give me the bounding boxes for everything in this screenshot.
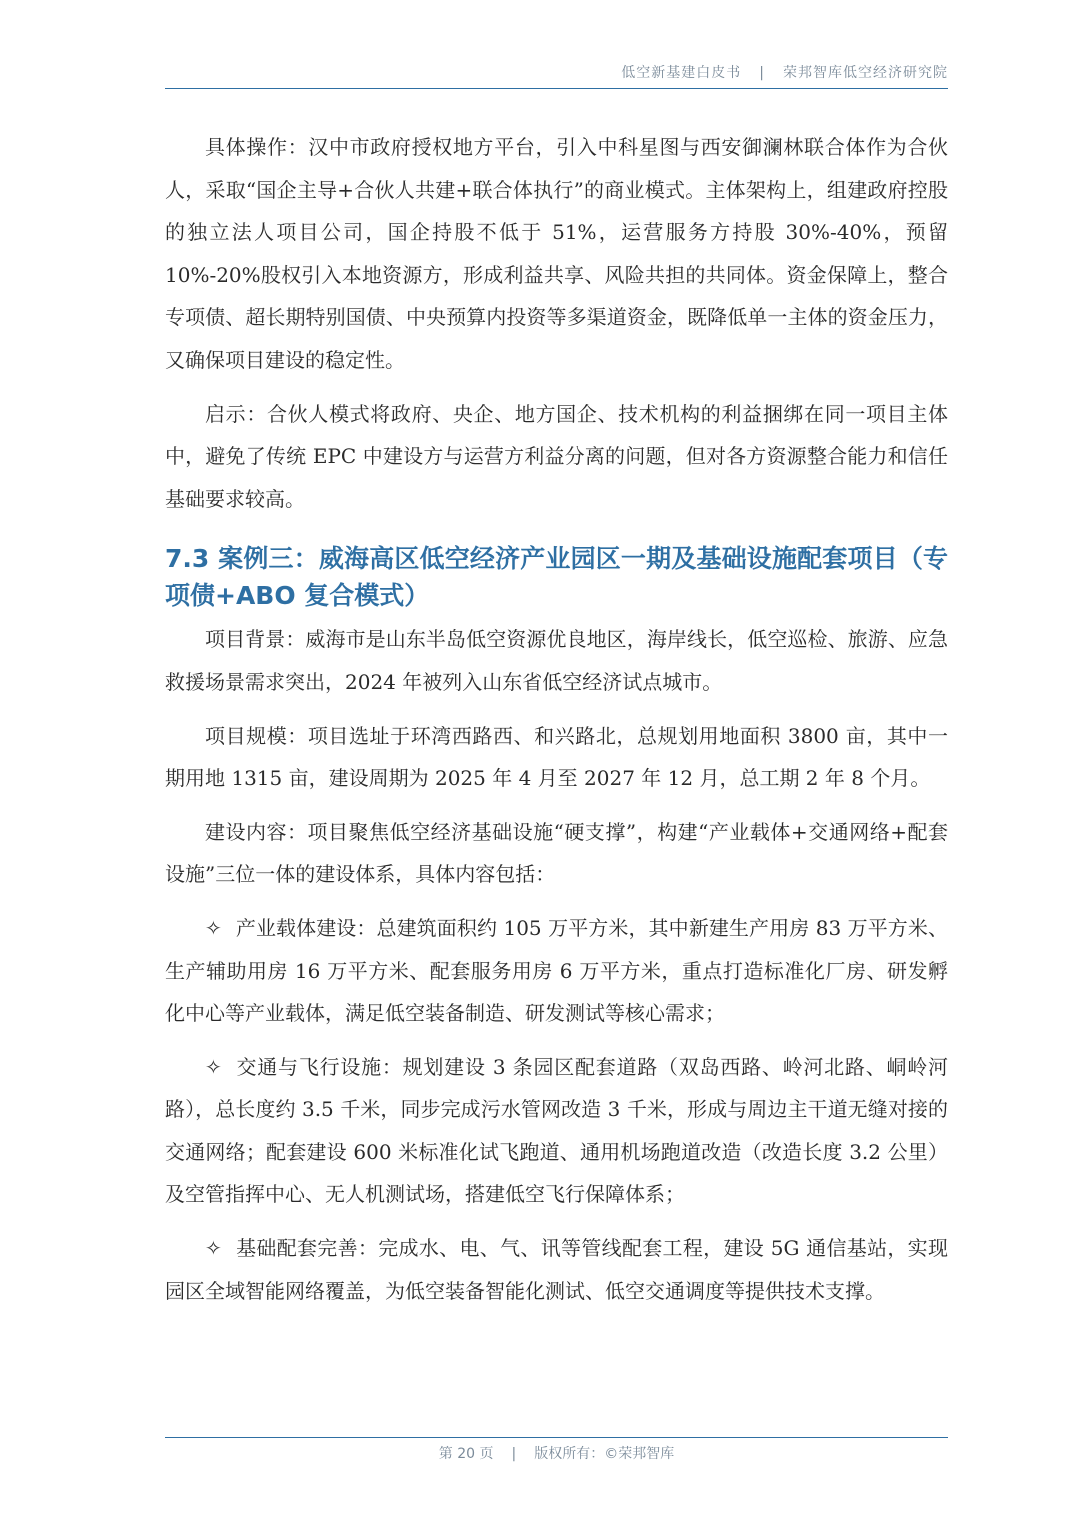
header-doc-title: 低空新基建白皮书 [621,65,742,81]
paragraph-background: 项目背景：威海市是山东半岛低空资源优良地区，海岸线长，低空巡检、旅游、应急救援场景需求突出，2024 年被列入山东省低空经济试点城市。 [165,627,948,694]
copyright-text: 版权所有：©荣邦智库 [534,1446,675,1462]
paragraph-operation: 具体操作：汉中市政府授权地方平台，引入中科星图与西安御澜林联合体作为合伙人，采取“国企主导+合伙人共建+联合体执行”的商业模式。主体架构上，组建政府控股的独立法人项目公司，国企持股不低于 51%，运营服务方持股 30%-40%，预留 10%-20%股权引入本地资源方，形成利益共享、风险共担的共同体。资金保障上，整合专项债、超长期特别国债、中央预算内投资等多渠道资金，既降低单一主体的资金压力，又确保项目建设的稳定性。 [165,135,948,372]
paragraph-content: 建设内容：项目聚焦低空经济基础设施“硬支撑”，构建“产业载体+交通网络+配套设施”三位一体的建设体系，具体内容包括： [165,819,948,887]
paragraph-scale: 项目规模：项目选址于环湾西路西、和兴路北，总规划用地面积 3800 亩，其中一期用地 1315 亩，建设周期为 2025 年 4 月至 2027 年 12 月，总工期 2 年 8 个月。 [165,723,948,791]
header-separator: | [759,65,765,81]
list-item-text: 基础配套完善：完成水、电、气、讯等管线配套工程，建设 5G 通信基站，实现园区全域智能网络覆盖，为低空装备智能化测试、低空交通调度等提供技术支撑。 [165,1236,948,1303]
footer-rule [165,1437,948,1438]
list-item-text: 产业载体建设：总建筑面积约 105 万平方米，其中新建生产用房 83 万平方米、生产辅助用房 16 万平方米、配套服务用房 6 万平方米，重点打造标准化厂房、研发孵化中心等产业载体，满足低空装备制造、研发测试等核心需求； [165,915,948,1026]
section-heading: 7.3 案例三：威海高区低空经济产业园区一期及基础设施配套项目（专项债+ABO 复合模式） [165,544,948,611]
list-item [165,1046,948,1216]
footer-separator: | [511,1446,517,1462]
paragraph-insight: 启示：合伙人模式将政府、央企、地方国企、技术机构的利益捆绑在同一项目主体中，避免了传统 EPC 中建设方与运营方利益分离的问题，但对各方资源整合能力和信任基础要求较高。 [165,401,948,511]
diamond-bullet-icon: ✧ [205,915,222,940]
header-org-name: 荣邦智库低空经济研究院 [783,65,948,81]
diamond-bullet-icon: ✧ [205,1236,222,1261]
list-item [165,907,948,1035]
list-item-text: 交通与飞行设施：规划建设 3 条园区配套道路（双岛西路、岭河北路、峒岭河路），总长度约 3.5 千米，同步完成污水管网改造 3 千米，形成与周边主干道无缝对接的交通网络；配套建设 600 米标准化试飞跑道、通用机场跑道改造（改造长度 3.2 公里）及空管指挥中心、无人机测试场，搭建低空飞行保障体系； [165,1054,948,1207]
header-rule [165,88,948,89]
page-content [165,126,948,1323]
page-footer [165,1443,948,1463]
page-number: 第 20 页 [438,1446,494,1462]
page-header [165,62,948,82]
diamond-bullet-icon: ✧ [205,1054,222,1079]
list-item [165,1227,948,1312]
